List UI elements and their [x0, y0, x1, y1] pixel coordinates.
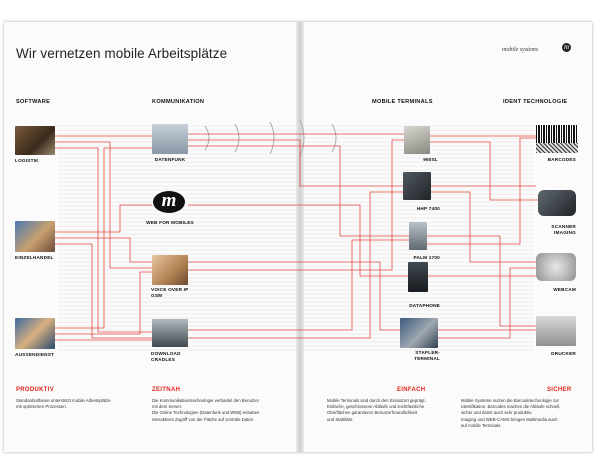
text-line: Die Online Technologien (Datenfunk und WEB) erlauben	[152, 410, 260, 416]
stapler-line-1: STAPLER-	[415, 350, 440, 355]
brand-wordmark: mobile systems	[502, 47, 539, 53]
web-for-mobiles-logo-icon: m	[153, 191, 185, 213]
stapler-terminal-photo	[400, 318, 438, 348]
download-cradles-photo	[152, 319, 188, 347]
text-line: Oberflächen garantieren Benutzerfreundlichkeit	[327, 410, 418, 416]
connection-line	[438, 268, 536, 338]
voice-line-1: VOICE OVER IP	[151, 287, 189, 292]
label-960sl: 960SL	[423, 157, 438, 162]
label-datenfunk: DATENFUNK	[154, 157, 186, 162]
label-web-for-mobiles: WEB FOR MOBILES	[146, 220, 194, 225]
label-webcam: WEBCAM	[553, 287, 576, 292]
label-stapler-terminal	[396, 350, 440, 362]
text-produktiv	[16, 398, 111, 410]
text-line: auf mobile Terminals.	[461, 422, 502, 428]
connection-line	[188, 262, 400, 330]
connection-line	[188, 240, 409, 330]
cradles-line-2: CRADLES	[151, 357, 176, 362]
text-line: und Stabilität.	[327, 416, 354, 422]
connection-line	[430, 142, 538, 200]
drucker-icon	[536, 316, 576, 346]
terminal-hhp-7400-icon	[403, 172, 431, 200]
label-scanner-imaging	[530, 224, 576, 236]
heading-sicher: SICHER	[547, 387, 572, 393]
text-line: Einfache, geschlossene Abläufe und leichtfassliche	[327, 404, 425, 410]
label-voice-over-ip	[151, 287, 189, 299]
text-line: Die Kommunikationstechnologie verbindet den Benutzer	[152, 398, 260, 403]
text-line: sicher und damit auch sehr produktiv.	[461, 410, 533, 416]
stapler-line-2: TERMINAL	[414, 356, 440, 361]
label-palm-1700: PALM 1700	[413, 255, 440, 260]
connection-line	[188, 205, 408, 276]
text-einfach	[327, 398, 426, 423]
scanner-line-2: IMAGING	[554, 230, 576, 235]
label-aussendienst: AUSSENDIENST	[15, 352, 55, 357]
connection-line	[427, 236, 536, 326]
text-line: mit dem Server.	[152, 404, 183, 410]
label-einzelhandel: EINZELHANDEL	[15, 255, 54, 260]
voice-over-ip-photo	[152, 255, 188, 285]
connection-line	[55, 205, 152, 232]
red-connections	[55, 134, 538, 340]
text-line: mit optimierten Prozessen.	[16, 404, 67, 410]
terminal-palm-1700-icon	[409, 222, 427, 250]
aussendienst-photo	[15, 318, 55, 349]
terminal-dataphone-icon	[408, 262, 428, 292]
text-line: Identifikation. Barcodes machen die Abläufe schnell,	[461, 404, 561, 410]
label-barcodes: BARCODES	[547, 157, 576, 162]
logistik-photo	[15, 126, 55, 155]
column-header-software: SOFTWARE	[16, 99, 51, 105]
connection-line	[55, 148, 152, 332]
heading-einfach: EINFACH	[397, 387, 426, 393]
webcam-icon	[536, 253, 576, 281]
text-line: Mobile Systeme nutzen die Barcodetechnologie zur	[461, 398, 559, 403]
connection-line	[188, 146, 409, 236]
column-header-ident: IDENT TECHNOLOGIE	[503, 99, 568, 105]
scanner-icon	[538, 190, 576, 216]
2d-barcode-icon	[536, 143, 578, 153]
terminal-960sl-icon	[404, 126, 430, 154]
text-line: interaktiven Zugriff von der Fläche auf zentrale Daten.	[152, 416, 255, 422]
label-hhp-7400: HHP 7400	[416, 206, 440, 211]
scanner-line-1: SCANNER	[551, 224, 576, 229]
label-dataphone: DATAPHONE	[409, 303, 440, 308]
datenfunk-icon	[152, 124, 188, 154]
cradles-line-1: DOWNLOAD	[151, 351, 181, 356]
label-drucker: DRUCKER	[551, 351, 576, 356]
heading-zeitnah: ZEITNAH	[152, 387, 181, 393]
connection-line	[55, 272, 152, 334]
heading-produktiv: PRODUKTIV	[16, 387, 55, 393]
text-line: Standardsoftware unterstützt mobile Arbeitsplätze	[16, 398, 111, 403]
text-line: Mobile Terminals sind durch den Einsatzort geprägt.	[327, 398, 426, 403]
label-download-cradles	[151, 351, 181, 363]
text-zeitnah	[152, 398, 259, 423]
column-header-kommunikation: KOMMUNIKATION	[152, 99, 205, 105]
text-sicher	[461, 398, 560, 429]
voice-line-2: GSM	[151, 293, 163, 298]
connection-line	[188, 140, 403, 186]
brand-logo-icon: m	[563, 43, 570, 51]
label-logistik: LOGISTIK	[15, 158, 39, 163]
einzelhandel-photo	[15, 221, 55, 252]
page-title: Wir vernetzen mobile Arbeitsplätze	[16, 46, 228, 61]
text-line: Imaging und WEB-CAMS bringen Multimedia auch	[461, 416, 558, 422]
column-header-mobile-terminals: MOBILE TERMINALS	[372, 99, 433, 105]
